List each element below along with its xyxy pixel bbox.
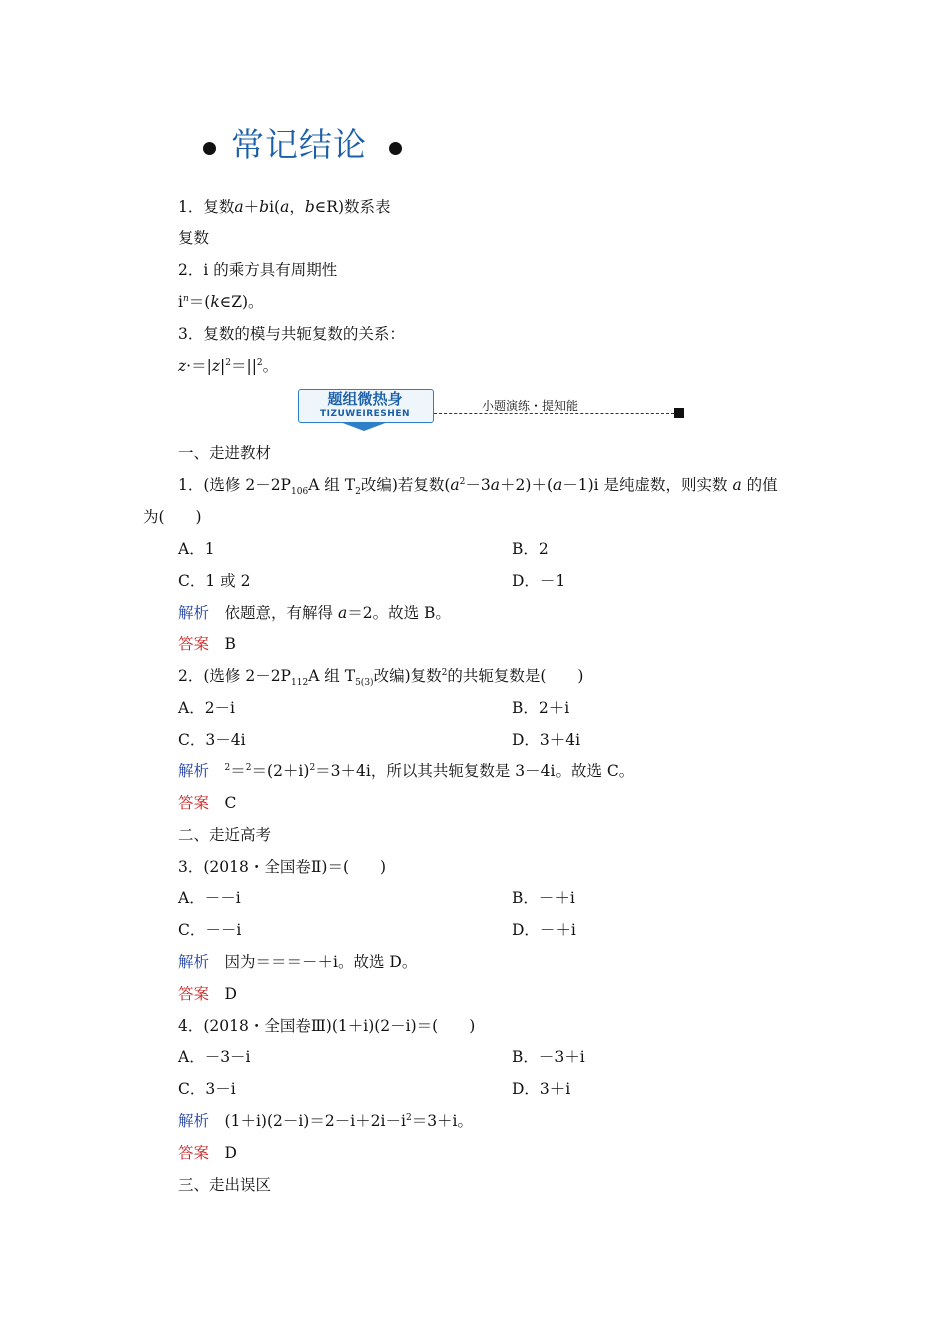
analysis-label: 解析 [178, 604, 210, 622]
question-4-option-d: D．3＋i [512, 1080, 571, 1098]
conclusion-2-line2: $i^n=(k\in Z)$。 [178, 293, 264, 311]
question-3-analysis: 解析 因为＝＝＝－＋i。故选 D。 [178, 953, 418, 971]
badge-title: 题组微热身 [327, 390, 403, 408]
conclusion-1: 1．复数a＋bi(a，b∈R)数系表 [178, 198, 391, 216]
question-3-stem: 3．(2018・全国卷Ⅱ)＝( ) [178, 858, 387, 876]
conclusion-2: 2．i 的乘方具有周期性 [178, 261, 338, 279]
question-3-option-c: C．－－i [178, 921, 242, 939]
question-1-option-d: D．－1 [512, 572, 566, 590]
answer-label: 答案 [178, 635, 210, 653]
conclusion-1-line2: 复数 [178, 229, 210, 247]
analysis-label: 解析 [178, 762, 210, 780]
answer-label: 答案 [178, 794, 210, 812]
question-3-option-a: A．－－i [178, 889, 241, 907]
question-1-option-c: C．1 或 2 [178, 572, 251, 590]
question-2-option-c: C．3－4i [178, 731, 246, 749]
arrow-down-icon [340, 422, 388, 431]
section-heading-3: 三、走出误区 [178, 1176, 272, 1194]
question-2-analysis: 解析 $^2=^2=(2+i)^2=3+4i$，所以其共轭复数是 3－4i。故选 C。 [178, 762, 635, 780]
analysis-label: 解析 [178, 1112, 210, 1130]
question-1-option-b: B．2 [512, 540, 549, 558]
question-2-option-a: A．2－i [178, 699, 236, 717]
question-1-stem: 1．(选修 $2-2P_{106}A$ 组 $T_2$改编)若复数$(a^2-3a+2)+(a-1)i$ 是纯虚数，则实数 a 的值 [178, 476, 778, 498]
bullet-dot-icon [203, 142, 216, 155]
question-1-option-a: A．1 [178, 540, 215, 558]
question-2-option-d: D．3＋4i [512, 731, 581, 749]
question-1-answer: 答案 B [178, 635, 236, 653]
question-4-option-b: B．－3＋i [512, 1048, 585, 1066]
question-3-answer: 答案 D [178, 985, 237, 1003]
question-4-analysis: 解析 $(1+i)(2-i)=2-i+2i-i^2=3+i$。 [178, 1112, 474, 1130]
question-1-analysis: 解析 依题意，有解得 a＝2。故选 B。 [178, 604, 451, 622]
question-2-answer: 答案 C [178, 794, 237, 812]
conclusion-3-line2: $z\cdot=|z|^2=||^2$。 [178, 357, 279, 375]
question-2-stem: 2．(选修 $2-2P_{112}A$ 组 $T_{5(3)}$改编)复数$^2$的共轭复数是( ) [178, 667, 584, 689]
badge-subtitle: TIZUWEIRESHEN [319, 409, 411, 419]
question-4-option-a: A．－3－i [178, 1048, 251, 1066]
section-heading-1: 一、走进教材 [178, 444, 272, 462]
heading-title: 常记结论 [231, 125, 367, 164]
question-2-option-b: B．2＋i [512, 699, 570, 717]
question-3-option-b: B．－＋i [512, 889, 575, 907]
section-heading-2: 二、走近高考 [178, 826, 272, 844]
answer-label: 答案 [178, 985, 210, 1003]
square-bullet-icon [674, 408, 684, 418]
question-4-answer: 答案 D [178, 1144, 237, 1162]
question-4-stem: 4．(2018・全国卷Ⅲ)(1＋i)(2－i)＝( ) [178, 1017, 476, 1035]
answer-label: 答案 [178, 1144, 210, 1162]
question-3-option-d: D．－＋i [512, 921, 576, 939]
bullet-dot-icon [389, 142, 402, 155]
conclusion-3: 3．复数的模与共轭复数的关系： [178, 325, 405, 343]
section-heading [195, 118, 409, 178]
question-4-option-c: C．3－i [178, 1080, 236, 1098]
analysis-label: 解析 [178, 953, 210, 971]
question-1-stem-line2: 为( ) [143, 508, 202, 526]
badge-tagline: 小题演练・提知能 [482, 399, 579, 413]
section-badge [298, 389, 688, 437]
